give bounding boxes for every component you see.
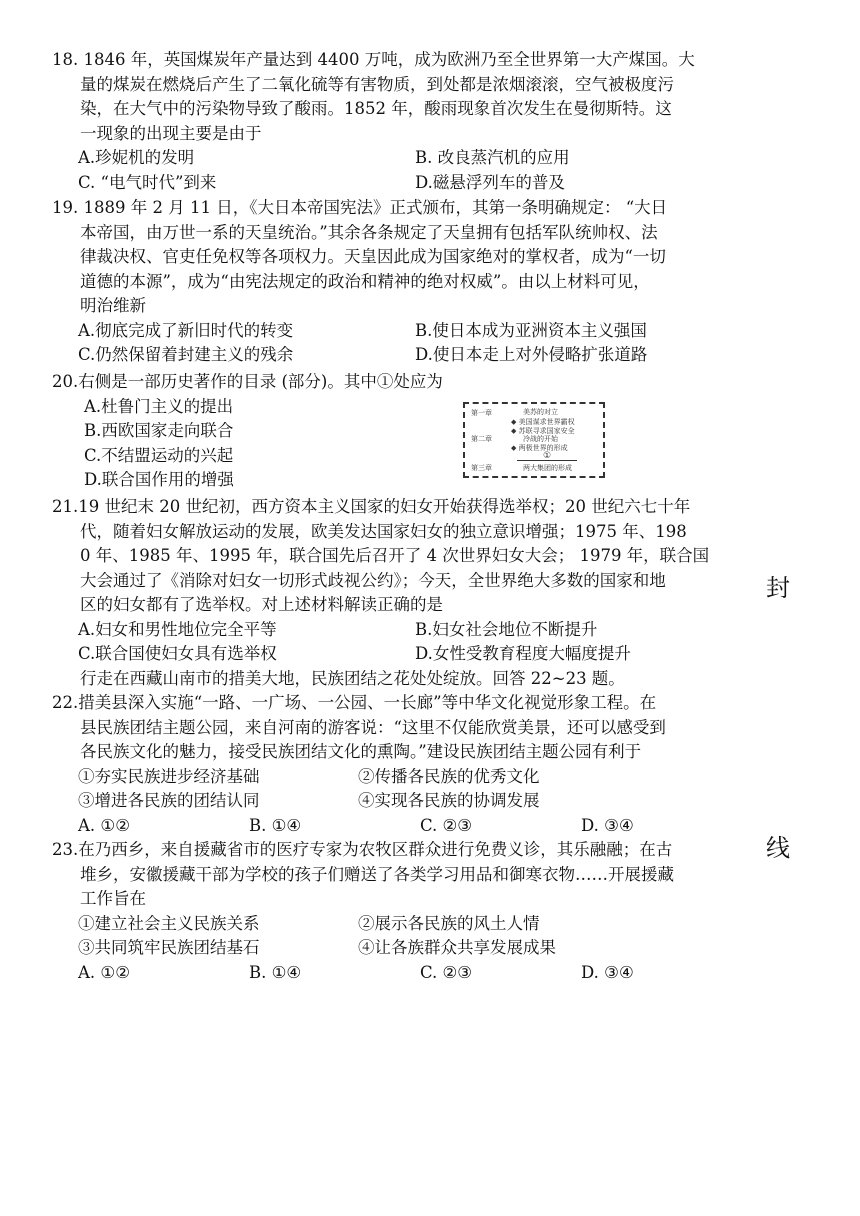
toc-blank-line — [517, 460, 577, 461]
question-text-line: 1889 年 2 月 11 日，《大日本帝国宪法》正式颁布，其第一条明确规定： “大日 — [78, 198, 668, 217]
binding-mark-seal: 封 — [766, 574, 790, 602]
question-23 — [52, 838, 752, 985]
option-a: A. ①② — [78, 815, 130, 835]
question-number: 23. — [52, 840, 79, 859]
statement-3: ③共同筑牢民族团结基石 — [78, 938, 260, 957]
question-text-line: 明治维新 — [80, 296, 146, 315]
option-d: D. ③④ — [581, 962, 634, 982]
question-number: 21. — [52, 497, 79, 516]
question-text-line: 本帝国，由万世一系的天皇统治。”其余各条规定了天皇拥有包括军队统帅权、法 — [80, 222, 658, 242]
option-a: A. ①② — [78, 962, 130, 982]
question-text-line: 大会通过了《消除对妇女一切形式歧视公约》；今天，全世界绝大多数的国家和地 — [80, 570, 666, 590]
option-d: D.联合国作用的增强 — [84, 470, 234, 489]
option-d: D.女性受教育程度大幅度提升 — [415, 644, 631, 663]
option-b: B.西欧国家走向联合 — [84, 421, 234, 440]
question-text-line: 代，随着妇女解放运动的发展，欧美发达国家妇女的独立意识增强；1975 年、198 — [80, 521, 687, 541]
question-text-line: 一现象的出现主要是由于 — [80, 123, 262, 143]
option-c: C. ②③ — [419, 962, 473, 982]
option-d: D. ③④ — [581, 815, 634, 835]
question-text-line: 各民族文化的魅力，接受民族团结文化的熏陶。”建设民族团结主题公园有利于 — [80, 742, 642, 761]
question-text-line: 区的妇女都有了选举权。对上述材料解读正确的是 — [80, 595, 443, 614]
toc-item: ◆ 两极世界的形成 — [511, 444, 568, 452]
toc-chapter-3: 第三章 — [471, 464, 492, 472]
section-intro: 行走在西藏山南市的措美大地，民族团结之花处处绽放。回答 22~23 题。 — [80, 669, 625, 688]
question-number: 20. — [52, 372, 79, 391]
question-text-line: 律裁决权、官吏任免权等各项权力。天皇因此成为国家绝对的掌权者，成为“一切 — [80, 247, 666, 266]
option-a: A.杜鲁门主义的提出 — [84, 396, 234, 416]
question-text-line: 工作旨在 — [80, 889, 146, 908]
option-b: B. 改良蒸汽机的应用 — [415, 148, 570, 167]
question-text-line: 堆乡，安徽援藏干部为学校的孩子们赠送了各类学习用品和御寒衣物……开展援藏 — [80, 864, 674, 884]
option-c: C.联合国使妇女具有选举权 — [78, 644, 277, 663]
question-text-line: 染，在大气中的污染物导致了酸雨。1852 年，酸雨现象首次发生在曼彻斯特。这 — [80, 99, 672, 118]
toc-title-2: 冷战的开始 — [523, 435, 558, 443]
question-number: 22. — [52, 693, 79, 712]
option-d: D.使日本走上对外侵略扩张道路 — [415, 345, 648, 364]
question-text-line: 量的煤炭在燃烧后产生了二氧化硫等有害物质，到处都是浓烟滚滚，空气被极度污 — [80, 74, 674, 94]
question-text-line: 0 年、1985 年、1995 年，联合国先后召开了 4 次世界妇女大会； 1979 年，联合国 — [80, 546, 710, 565]
option-c: C. ②③ — [419, 815, 473, 835]
option-d: D.磁悬浮列车的普及 — [415, 172, 565, 192]
question-text-line: 措美县深入实施“一路、一广场、一公园、一长廊”等中华文化视觉形象工程。在 — [78, 693, 657, 712]
option-a: A.珍妮机的发明 — [78, 148, 195, 167]
option-c: C. “电气时代”到来 — [78, 172, 217, 192]
option-b: B. ①④ — [248, 962, 302, 982]
toc-title-3: 两大集团的形成 — [523, 464, 572, 472]
option-b: B.妇女社会地位不断提升 — [415, 619, 598, 639]
question-21 — [52, 495, 752, 667]
option-b: B. ①④ — [248, 815, 302, 835]
toc-item: ◆ 苏联寻求国家安全 — [511, 427, 575, 435]
statement-4: ④让各族群众共享发展成果 — [358, 938, 556, 957]
statement-2: ②传播各民族的优秀文化 — [358, 766, 540, 786]
statement-1: ①夯实民族进步经济基础 — [78, 766, 260, 786]
option-a: A.妇女和男性地位完全平等 — [78, 619, 277, 639]
binding-mark-line: 线 — [766, 834, 790, 862]
question-text-line: 1846 年，英国煤炭年产量达到 4400 万吨，成为欧洲乃至全世界第一大产煤国。大 — [78, 50, 695, 69]
option-c: C.仍然保留着封建主义的残余 — [78, 345, 294, 364]
option-b: B.使日本成为亚洲资本主义强国 — [415, 320, 647, 340]
question-number: 19. — [52, 198, 79, 217]
option-a: A.彻底完成了新旧时代的转变 — [78, 320, 294, 340]
toc-chapter-2: 第二章 — [471, 435, 492, 443]
statement-2: ②展示各民族的风土人情 — [358, 913, 540, 933]
question-19 — [52, 196, 752, 368]
question-text-line: 道德的本源”，成为“由宪法规定的政治和精神的绝对权威”。由以上材料可见， — [80, 271, 650, 291]
question-22 — [52, 691, 752, 838]
statement-1: ①建立社会主义民族关系 — [78, 913, 260, 933]
book-contents-figure — [463, 402, 605, 478]
toc-title-1: 美苏的对立 — [523, 408, 558, 416]
statement-3: ③增进各民族的团结认同 — [78, 791, 260, 810]
question-18 — [52, 48, 752, 195]
option-c: C.不结盟运动的兴起 — [84, 445, 234, 465]
question-text-line: 县民族团结主题公园，来自河南的游客说：“这里不仅能欣赏美景，还可以感受到 — [80, 717, 666, 737]
toc-blank-marker: ① — [543, 451, 552, 461]
question-20 — [52, 370, 752, 493]
question-text-line: 右侧是一部历史著作的目录 (部分)。其中①处应为 — [78, 372, 443, 391]
question-text-line: 在乃西乡，来自援藏省市的医疗专家为农牧区群众进行免费义诊，其乐融融；在古 — [78, 840, 673, 859]
statement-4: ④实现各民族的协调发展 — [358, 791, 540, 810]
toc-item: ◆ 美国谋求世界霸权 — [511, 418, 575, 426]
toc-chapter-1: 第一章 — [471, 409, 492, 417]
question-text-line: 19 世纪末 20 世纪初，西方资本主义国家的妇女开始获得选举权；20 世纪六七十年 — [78, 497, 691, 516]
question-number: 18. — [52, 50, 79, 69]
